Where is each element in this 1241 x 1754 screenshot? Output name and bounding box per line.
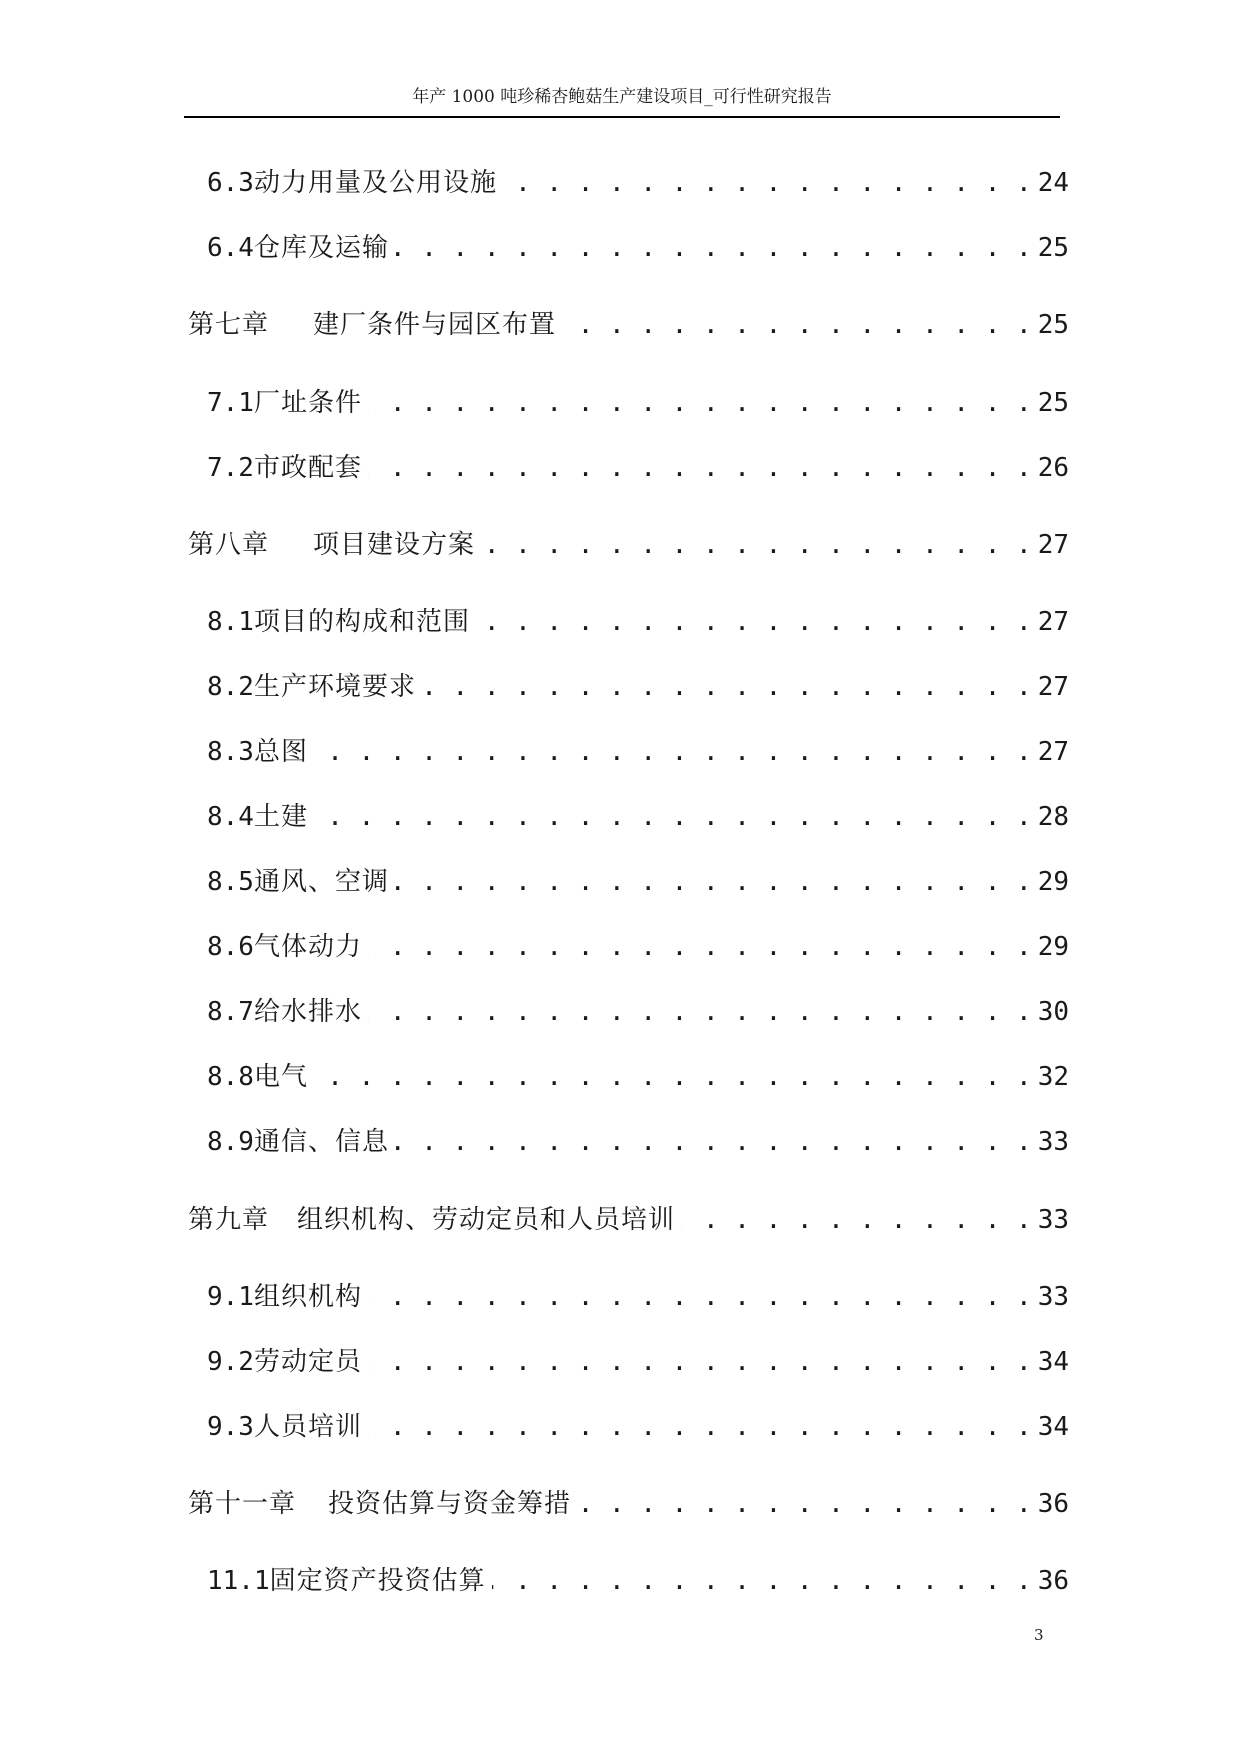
dot-leader (481, 525, 1032, 565)
toc-entry[interactable] (207, 228, 1069, 268)
toc-entry[interactable] (207, 992, 1069, 1032)
dot-leader (314, 1057, 1032, 1097)
dot-leader (368, 1342, 1032, 1382)
toc-entry[interactable] (207, 448, 1069, 488)
dot-leader (314, 797, 1032, 837)
toc-entry[interactable] (207, 1057, 1069, 1097)
toc-entry-title: 组织机构、劳动定员和人员培训 (297, 1205, 676, 1235)
dot-leader (368, 448, 1032, 488)
document-title: 年产 1000 吨珍稀杏鲍菇生产建设项目_可行性研究报告 (412, 87, 832, 107)
toc-entry-page: 34 (1037, 1347, 1069, 1377)
toc-entry-page: 32 (1037, 1062, 1069, 1092)
toc-entry[interactable] (207, 602, 1069, 642)
toc-entry-number: 6.4 (207, 233, 254, 263)
toc-entry-number: 6.3 (207, 168, 254, 198)
toc-entry-page: 25 (1037, 233, 1069, 263)
toc-entry[interactable] (207, 1122, 1069, 1162)
toc-entry-page: 33 (1037, 1127, 1069, 1157)
toc-entry-number: 7.1 (207, 388, 254, 418)
dot-leader (492, 1561, 1032, 1601)
toc-entry-title: 项目的构成和范围 (253, 607, 470, 637)
toc-entry-page: 25 (1037, 388, 1069, 418)
toc-entry-number: 8.4 (207, 802, 254, 832)
toc-entry-number: 11.1 (207, 1566, 270, 1596)
toc-entry-page: 36 (1037, 1566, 1069, 1596)
dot-leader (368, 927, 1032, 967)
toc-entry-page: 33 (1037, 1282, 1069, 1312)
toc-entry-title: 投资估算与资金筹措 (328, 1489, 572, 1519)
toc-entry-title: 仓库及运输 (253, 233, 389, 263)
toc-entry-number: 8.1 (207, 607, 254, 637)
toc-entry-title: 建厂条件与园区布置 (313, 310, 557, 340)
toc-entry-number: 8.7 (207, 997, 254, 1027)
toc-entry[interactable] (207, 1277, 1069, 1317)
toc-entry-number: 8.8 (207, 1062, 254, 1092)
toc-entry[interactable] (207, 667, 1069, 707)
toc-entry-title: 动力用量及公用设施 (253, 168, 497, 198)
dot-leader (503, 163, 1032, 203)
toc-entry-title: 土建 (253, 802, 308, 832)
toc-chapter-entry[interactable] (188, 1200, 1069, 1240)
dot-leader (577, 1484, 1032, 1524)
toc-entry-page: 27 (1037, 737, 1069, 767)
toc-entry-number: 7.2 (207, 453, 254, 483)
toc-entry-number: 第八章 (188, 530, 270, 560)
dot-leader (681, 1200, 1032, 1240)
toc-chapter-entry[interactable] (188, 305, 1069, 345)
toc-entry-title: 劳动定员 (253, 1347, 362, 1377)
toc-entry-title: 通信、信息 (253, 1127, 389, 1157)
dot-leader (368, 1407, 1032, 1447)
page-number: 3 (1034, 1626, 1044, 1644)
toc-entry[interactable] (207, 163, 1069, 203)
toc-entry-title: 项目建设方案 (313, 530, 476, 560)
toc-entry-title: 市政配套 (253, 453, 362, 483)
toc-entry-title: 厂址条件 (253, 388, 362, 418)
dot-leader (395, 862, 1032, 902)
toc-entry-page: 27 (1037, 607, 1069, 637)
toc-entry[interactable] (207, 732, 1069, 772)
toc-entry-title: 电气 (253, 1062, 308, 1092)
dot-leader (368, 992, 1032, 1032)
toc-entry-page: 25 (1037, 310, 1069, 340)
toc-entry[interactable] (207, 383, 1069, 423)
dot-leader (422, 667, 1032, 707)
toc-entry-number: 第九章 (188, 1205, 270, 1235)
toc-entry-page: 28 (1037, 802, 1069, 832)
dot-leader (562, 305, 1032, 345)
toc-entry-page: 24 (1037, 168, 1069, 198)
toc-entry-page: 27 (1037, 530, 1069, 560)
dot-leader (368, 383, 1032, 423)
toc-entry-number: 9.1 (207, 1282, 254, 1312)
dot-leader (368, 1277, 1032, 1317)
toc-entry-title: 通风、空调 (253, 867, 389, 897)
toc-entry[interactable] (207, 797, 1069, 837)
dot-leader (395, 1122, 1032, 1162)
toc-entry-number: 9.3 (207, 1412, 254, 1442)
toc-entry-number: 8.2 (207, 672, 254, 702)
toc-entry-page: 33 (1037, 1205, 1069, 1235)
toc-entry[interactable] (207, 862, 1069, 902)
toc-entry-number: 第十一章 (188, 1489, 297, 1519)
toc-entry-page: 26 (1037, 453, 1069, 483)
toc-entry-title: 组织机构 (253, 1282, 362, 1312)
dot-leader (314, 732, 1032, 772)
toc-entry[interactable] (207, 927, 1069, 967)
dot-leader (476, 602, 1032, 642)
toc-entry[interactable] (207, 1407, 1069, 1447)
toc-entry-number: 8.9 (207, 1127, 254, 1157)
toc-entry-number: 8.6 (207, 932, 254, 962)
toc-chapter-entry[interactable] (188, 1484, 1069, 1524)
toc-entry-page: 30 (1037, 997, 1069, 1027)
dot-leader (395, 228, 1032, 268)
toc-entry-page: 27 (1037, 672, 1069, 702)
toc-entry[interactable] (207, 1561, 1069, 1601)
toc-entry-number: 9.2 (207, 1347, 254, 1377)
toc-entry-page: 36 (1037, 1489, 1069, 1519)
toc-chapter-entry[interactable] (188, 525, 1069, 565)
toc-entry-title: 固定资产投资估算 (269, 1566, 486, 1596)
toc-entry[interactable] (207, 1342, 1069, 1382)
toc-entry-title: 总图 (253, 737, 308, 767)
toc-entry-number: 第七章 (188, 310, 270, 340)
toc-entry-title: 生产环境要求 (253, 672, 416, 702)
toc-entry-page: 29 (1037, 867, 1069, 897)
toc-entry-page: 34 (1037, 1412, 1069, 1442)
toc-entry-title: 人员培训 (253, 1412, 362, 1442)
toc-entry-number: 8.3 (207, 737, 254, 767)
toc-entry-number: 8.5 (207, 867, 254, 897)
toc-entry-title: 气体动力 (253, 932, 362, 962)
toc-entry-page: 29 (1037, 932, 1069, 962)
toc-entry-title: 给水排水 (253, 997, 362, 1027)
